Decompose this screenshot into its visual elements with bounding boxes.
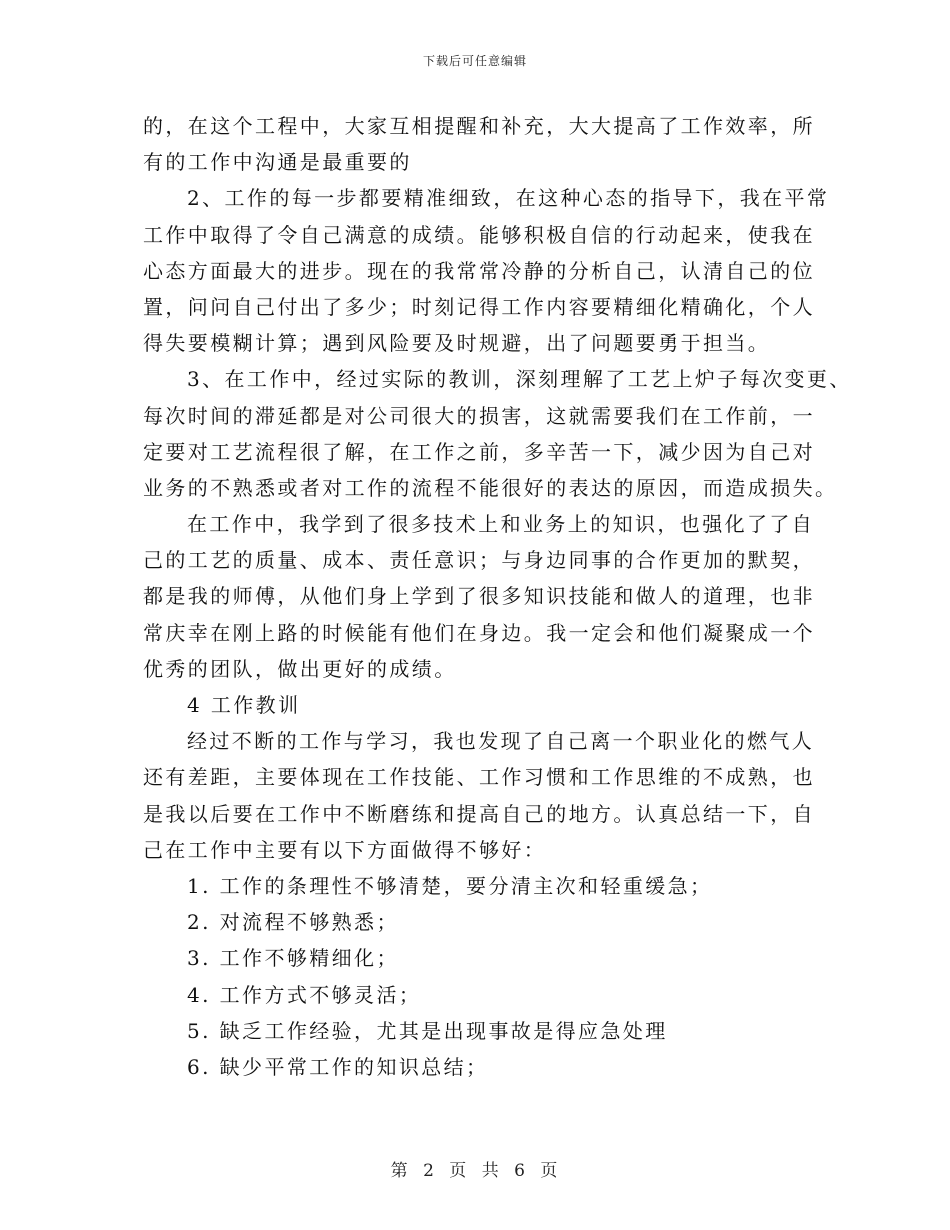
text-line: 定要对工艺流程很了解，在工作之前，多辛苦一下，减少因为自己对	[143, 439, 815, 464]
text-line: 是我以后要在工作中不断磨练和提高自己的地方。认真总结一下，自	[143, 801, 815, 826]
text-line: 置，问问自己付出了多少；时刻记得工作内容要精细化精确化，个人	[143, 294, 815, 319]
text-line: 的，在这个工程中，大家互相提醒和补充，大大提高了工作效率，所	[143, 114, 815, 138]
list-item: 3. 工作不够精细化；	[187, 946, 399, 971]
text-line: 业务的不熟悉或者对工作的流程不能很好的表达的原因，而造成损失。	[143, 475, 838, 500]
text-line: 己在工作中主要有以下方面做得不够好：	[143, 837, 547, 862]
page-number: 第 2 页 共 6 页	[390, 1161, 560, 1181]
document-body	[143, 108, 852, 1085]
text-line: 工作中取得了令自己满意的成绩。能够积极自信的行动起来，使我在	[143, 222, 815, 247]
text-line: 每次时间的滞延都是对公司很大的损害，这就需要我们在工作前，一	[143, 403, 815, 428]
text-line: 在工作中，我学到了很多技术上和业务上的知识，也强化了了自	[187, 512, 815, 537]
text-line: 己的工艺的质量、成本、责任意识；与身边同事的合作更加的默契，	[143, 548, 815, 573]
text-line: 还有差距，主要体现在工作技能、工作习惯和工作思维的不成熟，也	[143, 765, 815, 790]
list-item: 6. 缺少平常工作的知识总结；	[187, 1054, 489, 1079]
section-heading: 4 工作教训	[187, 693, 301, 717]
text-line: 常庆幸在刚上路的时候能有他们在身边。我一定会和他们凝聚成一个	[143, 620, 815, 645]
page-header: 下载后可任意编辑	[422, 54, 527, 68]
text-line: 都是我的师傅，从他们身上学到了很多知识技能和做人的道理，也非	[143, 584, 815, 609]
text-line: 有的工作中沟通是最重要的	[143, 150, 412, 175]
text-line: 心态方面最大的进步。现在的我常常冷静的分析自己，认清自己的位	[143, 258, 815, 283]
list-item: 1. 工作的条理性不够清楚，要分清主次和轻重缓急；	[187, 873, 713, 898]
text-line: 得失要模糊计算；遇到风险要及时规避，出了问题要勇于担当。	[143, 331, 771, 356]
list-item: 2. 对流程不够熟悉；	[187, 910, 399, 935]
text-line: 3、在工作中，经过实际的教训，深刻理解了工艺上炉子每次变更、	[187, 367, 852, 392]
text-line: 优秀的团队，做出更好的成绩。	[143, 656, 457, 681]
text-line: 经过不断的工作与学习，我也发现了自己离一个职业化的燃气人	[187, 729, 815, 754]
text-line: 2、工作的每一步都要精准细致，在这种心态的指导下，我在平常	[187, 186, 830, 211]
list-item: 5. 缺乏工作经验，尤其是出现事故是得应急处理	[187, 1018, 668, 1043]
list-item: 4. 工作方式不够灵活；	[187, 982, 422, 1007]
